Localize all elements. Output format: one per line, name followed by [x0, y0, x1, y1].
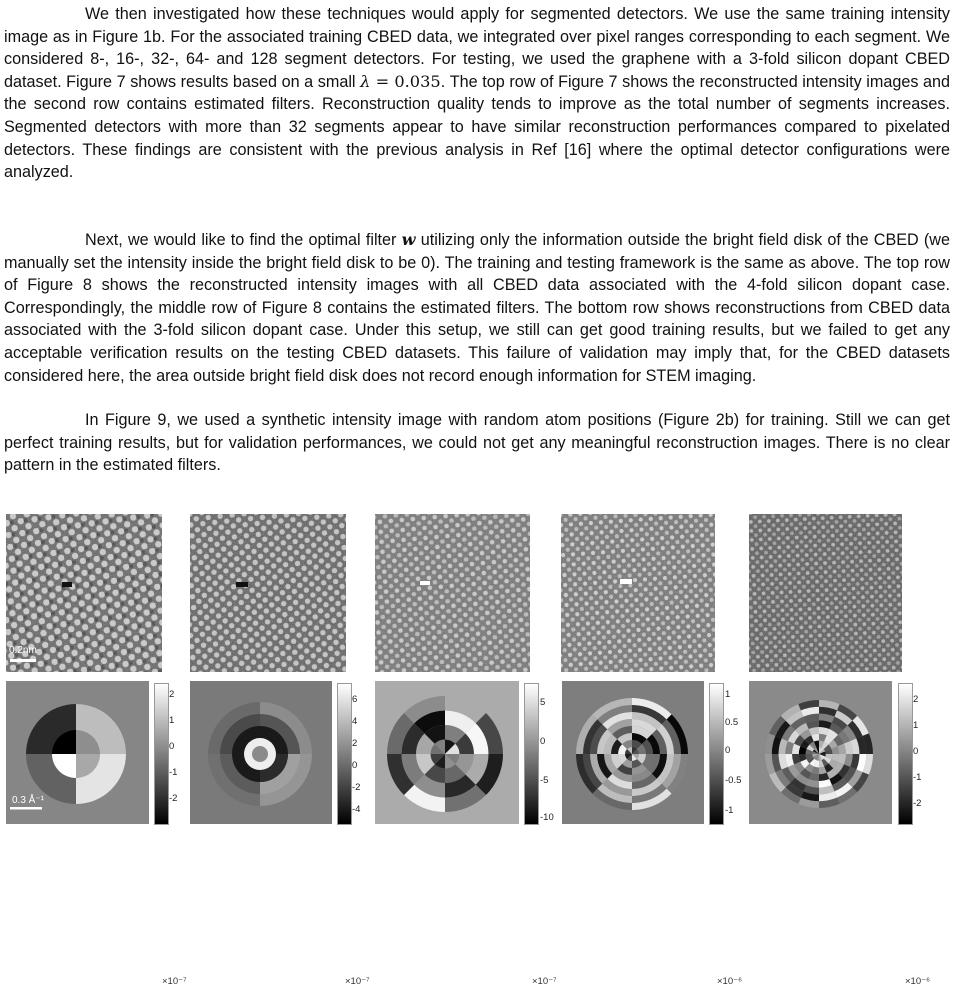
- paragraph-text: Next, we would like to find the optimal filter: [85, 231, 402, 249]
- colorbar-exponent: ×10⁻⁶: [905, 976, 931, 987]
- tick-label: 1: [913, 720, 919, 731]
- tick-label: 0: [540, 736, 546, 747]
- colorbar-64-segment: [709, 683, 724, 825]
- tick-label: 0: [725, 745, 731, 756]
- tick-label: 1: [169, 715, 175, 726]
- paragraph-text: In Figure 9, we used a synthetic intensity image with random atom positions (Figure 2b) for training. Still we can get perfect training results, but for validation performances, we could not get any meaningful reconstruction images. There is no clear pattern in the estimated filters.: [4, 411, 950, 475]
- image-scale-bar: [10, 659, 36, 662]
- colorbar-exponent: ×10⁻⁶: [717, 976, 743, 987]
- colorbar-16-segment: [337, 683, 352, 825]
- filter-scale-label: 0.3 Å⁻¹: [12, 795, 44, 806]
- tick-label: -10: [540, 812, 554, 823]
- tick-label: 1: [725, 689, 731, 700]
- reconstruction-image-128-segment: [749, 514, 902, 672]
- tick-label: -2: [352, 782, 361, 793]
- image-scale-label: 0.2nm: [9, 645, 37, 656]
- colorbar-exponent: ×10⁻⁷: [345, 976, 370, 987]
- lambda-value: = 0.035: [370, 71, 441, 91]
- tick-label: 6: [352, 694, 358, 705]
- tick-label: -0.5: [725, 775, 742, 786]
- estimated-filter-16-segment: [190, 681, 332, 824]
- colorbar-exponent: ×10⁻⁷: [162, 976, 187, 987]
- tick-label: -1: [169, 767, 178, 778]
- tick-label: -2: [169, 793, 178, 804]
- estimated-filter-32-segment: [375, 681, 519, 824]
- filter-scale-bar: [10, 807, 42, 810]
- lambda-symbol: λ: [360, 71, 371, 91]
- tick-label: -1: [913, 772, 922, 783]
- tick-label: 0.5: [725, 717, 739, 728]
- colorbar-128-segment: [898, 683, 913, 825]
- tick-label: 2: [913, 694, 919, 705]
- tick-label: 5: [540, 697, 546, 708]
- colorbar-8-segment: [154, 683, 169, 825]
- paragraph-text: utilizing only the information outside the bright field disk of the CBED (we manually set the intensity inside the bright field disk to be 0). The training and testing framework is the same as above. The top row of Figure 8 shows the reconstructed intensity images with all CBED data associated with the 4-fold silicon dopant case. Correspondingly, the middle row of Figure 8 contains the estimated filters. The bottom row shows reconstructions from CBED data associated with the 3-fold silicon dopant case. Under this setup, we still can get good training results, but we failed to get any acceptable verification results on the testing CBED datasets. This failure of validation may imply that, for the CBED datasets considered here, the area outside bright field disk does not record enough information for STEM imaging.: [4, 231, 950, 385]
- tick-label: 0: [169, 741, 175, 752]
- tick-label: -1: [725, 805, 734, 816]
- tick-label: 0: [352, 760, 358, 771]
- reconstruction-image-64-segment: [561, 514, 715, 672]
- filter-symbol: w: [401, 230, 416, 249]
- reconstruction-image-32-segment: [375, 514, 530, 672]
- estimated-filter-128-segment: [749, 681, 892, 824]
- colorbar-exponent: ×10⁻⁷: [532, 976, 557, 987]
- tick-label: 0: [913, 746, 919, 757]
- paragraph-text: We then investigated how these techniques would apply for segmented detectors. We use the same training intensity image as in Figure 1b. For the associated training CBED data, we integrated over pixel ranges corresponding to each segment. We considered 8-, 16-, 32-, 64- and 128 segment detectors. For testing, we used the graphene with a 3-fold silicon dopant CBED dataset. Figure 7 shows results based on a small: [4, 5, 950, 91]
- tick-label: -2: [913, 798, 922, 809]
- estimated-filter-64-segment: [562, 681, 704, 824]
- tick-label: 4: [352, 716, 358, 727]
- reconstruction-image-16-segment: [190, 514, 346, 672]
- colorbar-32-segment: [524, 683, 539, 825]
- paragraph-text: . The top row of Figure 7 shows the reconstructed intensity images and the second row contains estimated filters. Reconstruction quality tends to improve as the total number of segments increases. Segmented detectors with more than 32 segments appear to have similar reconstruction performances compared to pixelated detectors. These findings are consistent with the previous analysis in Ref [16] where the optimal detector configurations were analyzed.: [4, 72, 950, 182]
- tick-label: 2: [169, 689, 175, 700]
- tick-label: -5: [540, 775, 549, 786]
- tick-label: 2: [352, 738, 358, 749]
- tick-label: -4: [352, 804, 361, 815]
